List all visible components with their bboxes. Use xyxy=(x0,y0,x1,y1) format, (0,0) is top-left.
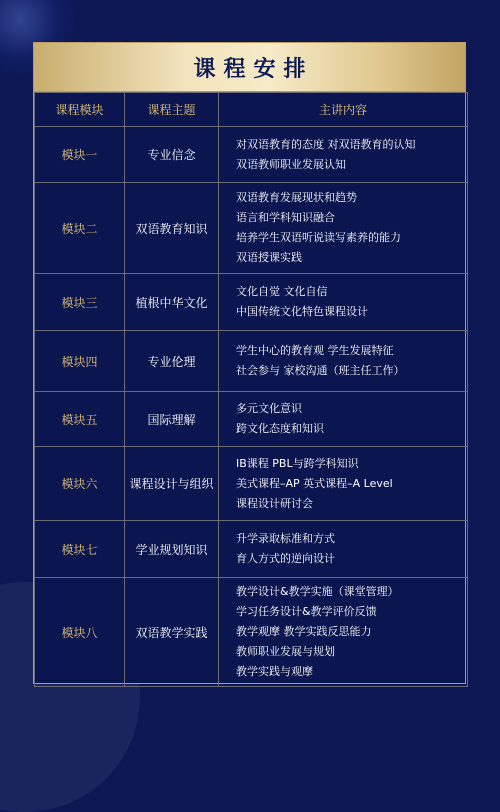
topic-cell: 专业信念 xyxy=(125,127,219,183)
schedule-panel xyxy=(33,42,466,684)
title-banner xyxy=(34,43,465,92)
content-line: 双语教育发展现状和趋势 xyxy=(236,191,357,204)
content-line: 课程设计研讨会 xyxy=(236,496,313,510)
module-cell: 模块八 xyxy=(35,578,125,687)
module-cell: 模块五 xyxy=(35,392,125,447)
content-line: 教学实践与观摩 xyxy=(236,665,313,678)
topic-cell: 专业伦理 xyxy=(125,331,219,392)
topic-cell: 国际理解 xyxy=(125,392,219,447)
module-cell: 模块六 xyxy=(35,447,125,521)
content-line: 培养学生双语听说读写素养的能力 xyxy=(236,231,401,244)
topic-cell: 学业规划知识 xyxy=(125,521,219,578)
content-line: 学生中心的教育观 学生发展特征 xyxy=(236,344,394,357)
header-module: 课程模块 xyxy=(35,93,125,127)
content-cell xyxy=(219,578,468,687)
content-line: 多元文化意识 xyxy=(236,402,302,415)
content-cell xyxy=(219,274,468,331)
module-cell: 模块七 xyxy=(35,521,125,578)
content-line: 跨文化态度和知识 xyxy=(236,422,324,435)
module-cell: 模块四 xyxy=(35,331,125,392)
topic-cell: 植根中华文化 xyxy=(125,274,219,331)
topic-cell: 课程设计与组织 xyxy=(125,447,219,521)
content-line: IB课程 PBL与跨学科知识 xyxy=(236,456,359,470)
module-cell: 模块一 xyxy=(35,127,125,183)
table-header-row xyxy=(35,93,468,127)
content-line: 对双语教育的态度 对双语教育的认知 xyxy=(236,137,416,151)
topic-cell: 双语教学实践 xyxy=(125,578,219,687)
module-cell: 模块二 xyxy=(35,183,125,274)
content-line: 育人方式的逆向设计 xyxy=(236,552,335,565)
table-row xyxy=(35,331,468,392)
content-cell xyxy=(219,331,468,392)
content-line: 双语教师职业发展认知 xyxy=(236,157,346,171)
content-line: 美式课程–AP 英式课程–A Level xyxy=(236,476,393,490)
content-cell xyxy=(219,392,468,447)
table-row xyxy=(35,521,468,578)
table-row xyxy=(35,447,468,521)
content-line: 社会参与 家校沟通（班主任工作） xyxy=(236,364,405,377)
module-cell: 模块三 xyxy=(35,274,125,331)
table-row xyxy=(35,578,468,687)
content-cell xyxy=(219,127,468,183)
content-line: 文化自觉 文化自信 xyxy=(236,285,328,298)
content-cell xyxy=(219,447,468,521)
content-line: 语言和学科知识融合 xyxy=(236,211,335,224)
content-line: 双语授课实践 xyxy=(236,251,302,264)
topic-cell: 双语教育知识 xyxy=(125,183,219,274)
schedule-table xyxy=(34,92,468,687)
header-topic: 课程主题 xyxy=(125,93,219,127)
content-line: 学习任务设计&教学评价反馈 xyxy=(236,605,377,618)
table-row xyxy=(35,392,468,447)
table-row xyxy=(35,127,468,183)
content-cell xyxy=(219,183,468,274)
content-line: 教学观摩 教学实践反思能力 xyxy=(236,625,372,638)
content-line: 教师职业发展与规划 xyxy=(236,645,335,658)
page-title: 课程安排 xyxy=(193,56,314,82)
content-line: 升学录取标准和方式 xyxy=(236,532,335,545)
table-row xyxy=(35,274,468,331)
content-line: 教学设计&教学实施（课堂管理） xyxy=(236,585,399,598)
table-row xyxy=(35,183,468,274)
content-line: 中国传统文化特色课程设计 xyxy=(236,305,368,318)
header-content: 主讲内容 xyxy=(219,93,468,127)
content-cell xyxy=(219,521,468,578)
